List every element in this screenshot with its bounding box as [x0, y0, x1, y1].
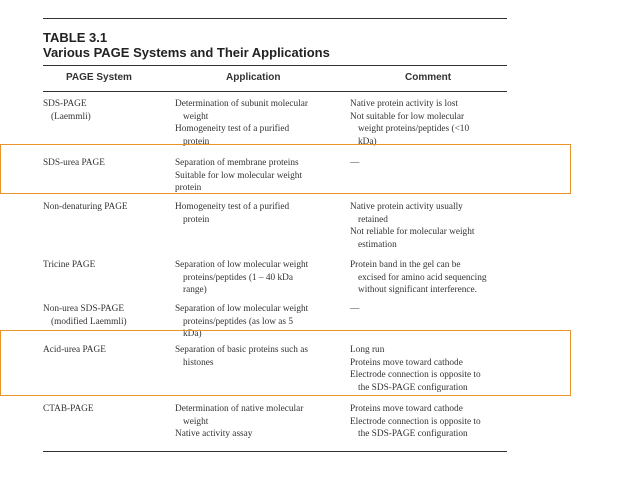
table-cell-comment: estimation — [358, 239, 397, 250]
table-cell-comment: weight proteins/peptides (<10 — [358, 124, 470, 134]
table-cell-comment: Not suitable for low molecular — [350, 111, 465, 122]
bottom-rule — [43, 451, 507, 452]
table-cell-system: Non-urea SDS-PAGE — [43, 304, 125, 314]
table-cell-comment: Long run — [350, 345, 385, 355]
table-cell-comment: the SDS-PAGE configuration — [358, 429, 468, 439]
table-cell-application: Separation of basic proteins such as — [175, 345, 308, 355]
table-cell-application: Homogeneity test of a purified — [175, 202, 290, 212]
table-cell-application: Separation of low molecular weight — [175, 304, 309, 314]
table-label: TABLE 3.1 — [43, 30, 108, 45]
table-cell-comment: retained — [358, 214, 388, 225]
table-cell-comment: Electrode connection is opposite to — [350, 370, 481, 380]
table-cell-comment: Proteins move toward cathode — [350, 404, 463, 414]
table-cell-application: Determination of subunit molecular — [175, 99, 308, 109]
table-cell-comment: Native protein activity is lost — [350, 99, 458, 109]
header-comment: Comment — [405, 72, 452, 83]
highlight-box-acid-urea — [0, 330, 571, 396]
table-cell-comment: Protein band in the gel can be — [350, 260, 461, 270]
top-rule — [43, 18, 507, 19]
table-cell-comment: without significant interference. — [358, 285, 478, 295]
table-cell-comment: kDa) — [358, 136, 377, 147]
table-cell-system: SDS-urea PAGE — [43, 158, 105, 168]
table-cell-application: protein — [175, 183, 202, 193]
table-cell-application: weight — [183, 111, 209, 122]
table-cell-comment: excised for amino acid sequencing — [358, 272, 487, 283]
table-cell-application: protein — [183, 214, 210, 225]
header-page-system: PAGE System — [66, 72, 132, 83]
table-cell-application: protein — [183, 136, 210, 147]
header-rule-top — [43, 65, 507, 66]
table-cell-system: Non-denaturing PAGE — [43, 202, 128, 212]
table-cell-comment: — — [350, 158, 360, 168]
header-application: Application — [226, 72, 281, 83]
table-cell-system: SDS-PAGE — [43, 99, 87, 109]
table-cell-application: Determination of native molecular — [175, 404, 304, 414]
table-cell-comment: Electrode connection is opposite to — [350, 416, 481, 427]
table-cell-application: Suitable for low molecular weight — [175, 170, 303, 181]
table-cell-application: proteins/peptides (1 – 40 kDa — [183, 272, 293, 283]
table-cell-application: Native activity assay — [175, 429, 253, 439]
table-cell-system: (modified Laemmli) — [51, 316, 127, 327]
table-cell-application: weight — [183, 416, 209, 427]
table-cell-system: (Laemmli) — [51, 111, 91, 122]
table-cell-system: Acid-urea PAGE — [43, 345, 106, 355]
table-cell-application: Separation of low molecular weight — [175, 260, 309, 270]
table-cell-application: kDa) — [183, 329, 202, 339]
table-cell-application: proteins/peptides (as low as 5 — [183, 316, 293, 327]
table-cell-system: Tricine PAGE — [43, 260, 96, 270]
table-cell-application: Separation of membrane proteins — [175, 158, 299, 168]
table-cell-comment: Not reliable for molecular weight — [350, 227, 475, 237]
table-cell-comment: the SDS-PAGE configuration — [358, 382, 468, 393]
table-cell-application: range) — [183, 285, 207, 295]
table-cell-comment: Proteins move toward cathode — [350, 357, 463, 368]
table-cell-comment: Native protein activity usually — [350, 202, 463, 212]
header-rule-bottom — [43, 91, 507, 92]
table-cell-application: Homogeneity test of a purified — [175, 124, 290, 134]
table-title: Various PAGE Systems and Their Applications — [43, 45, 330, 60]
table-cell-application: histones — [183, 357, 214, 368]
table-cell-system: CTAB-PAGE — [43, 404, 94, 414]
table-cell-comment: — — [350, 304, 360, 314]
